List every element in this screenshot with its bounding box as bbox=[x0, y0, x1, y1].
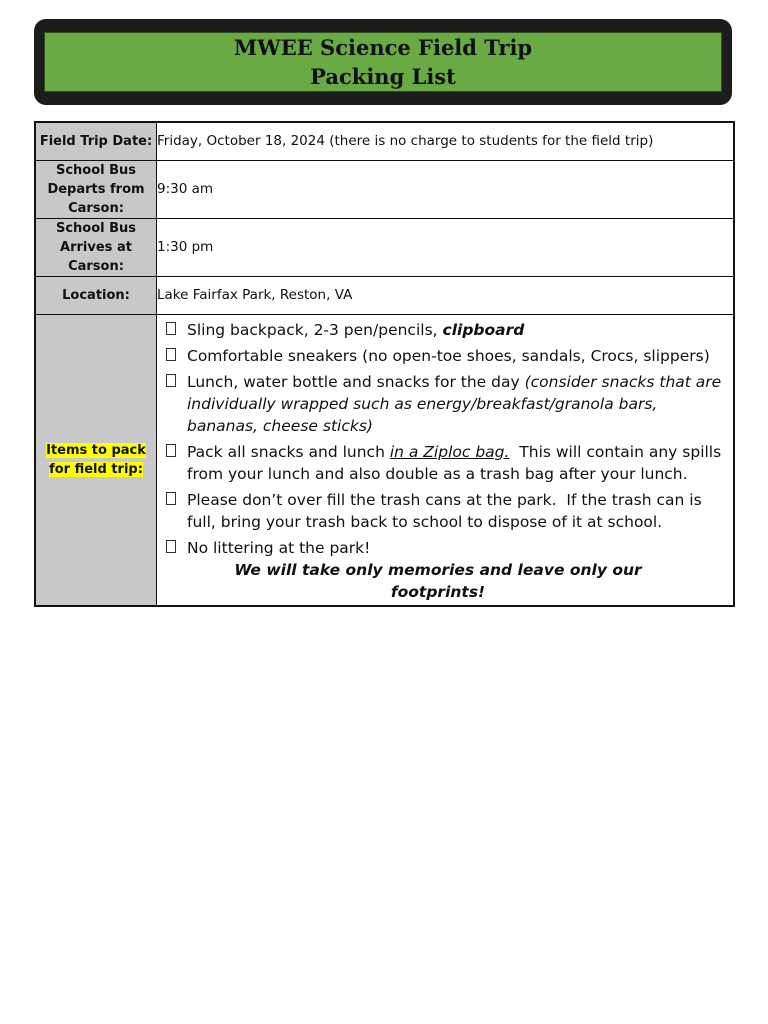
checklist-item: Comfortable sneakers (no open-toe shoes, sandals, Crocs, slippers) bbox=[163, 345, 729, 367]
date-label: Field Trip Date: bbox=[35, 122, 157, 160]
checklist-item: Lunch, water bottle and snacks for the day (consider snacks that are individually wrapped such as energy/breakfast/granola bars, bananas, cheese sticks) bbox=[163, 371, 729, 437]
checkbox[interactable] bbox=[166, 322, 176, 335]
field-trip-info-table bbox=[34, 121, 735, 607]
checkbox[interactable] bbox=[166, 444, 176, 457]
departs-value: 9:30 am bbox=[157, 160, 735, 218]
items-label: Items to pack for field trip: bbox=[35, 314, 157, 606]
departs-label: School Bus Departs from Carson: bbox=[35, 160, 157, 218]
checklist-item: Pack all snacks and lunch in a Ziploc bag. This will contain any spills from your lunch and also double as a trash bag after your lunch. bbox=[163, 441, 729, 485]
checklist bbox=[157, 315, 733, 605]
title-panel bbox=[44, 32, 722, 92]
date-row bbox=[35, 122, 734, 160]
departs-row bbox=[35, 160, 734, 218]
checklist-item: No littering at the park! We will take only memories and leave only our footprints! bbox=[163, 537, 729, 603]
motto: We will take only memories and leave only our footprints! bbox=[234, 560, 642, 601]
date-value: Friday, October 18, 2024 (there is no charge to students for the field trip) bbox=[157, 122, 735, 160]
checklist-item: Sling backpack, 2-3 pen/pencils, clipboard bbox=[163, 319, 729, 341]
page-subtitle: Packing List bbox=[310, 64, 456, 89]
page-title: MWEE Science Field Trip bbox=[233, 35, 533, 60]
location-row bbox=[35, 276, 734, 314]
packing-list bbox=[157, 314, 735, 606]
title-banner bbox=[34, 19, 732, 105]
items-row bbox=[35, 314, 734, 606]
arrives-value: 1:30 pm bbox=[157, 218, 735, 276]
arrives-row bbox=[35, 218, 734, 276]
checklist-item: Please don’t over fill the trash cans at the park. If the trash can is full, bring your trash back to school to dispose of it at school. bbox=[163, 489, 729, 533]
checkbox[interactable] bbox=[166, 348, 176, 361]
checkbox[interactable] bbox=[166, 492, 176, 505]
arrives-label: School Bus Arrives at Carson: bbox=[35, 218, 157, 276]
checkbox[interactable] bbox=[166, 540, 176, 553]
checkbox[interactable] bbox=[166, 374, 176, 387]
location-value: Lake Fairfax Park, Reston, VA bbox=[157, 276, 735, 314]
location-label: Location: bbox=[35, 276, 157, 314]
